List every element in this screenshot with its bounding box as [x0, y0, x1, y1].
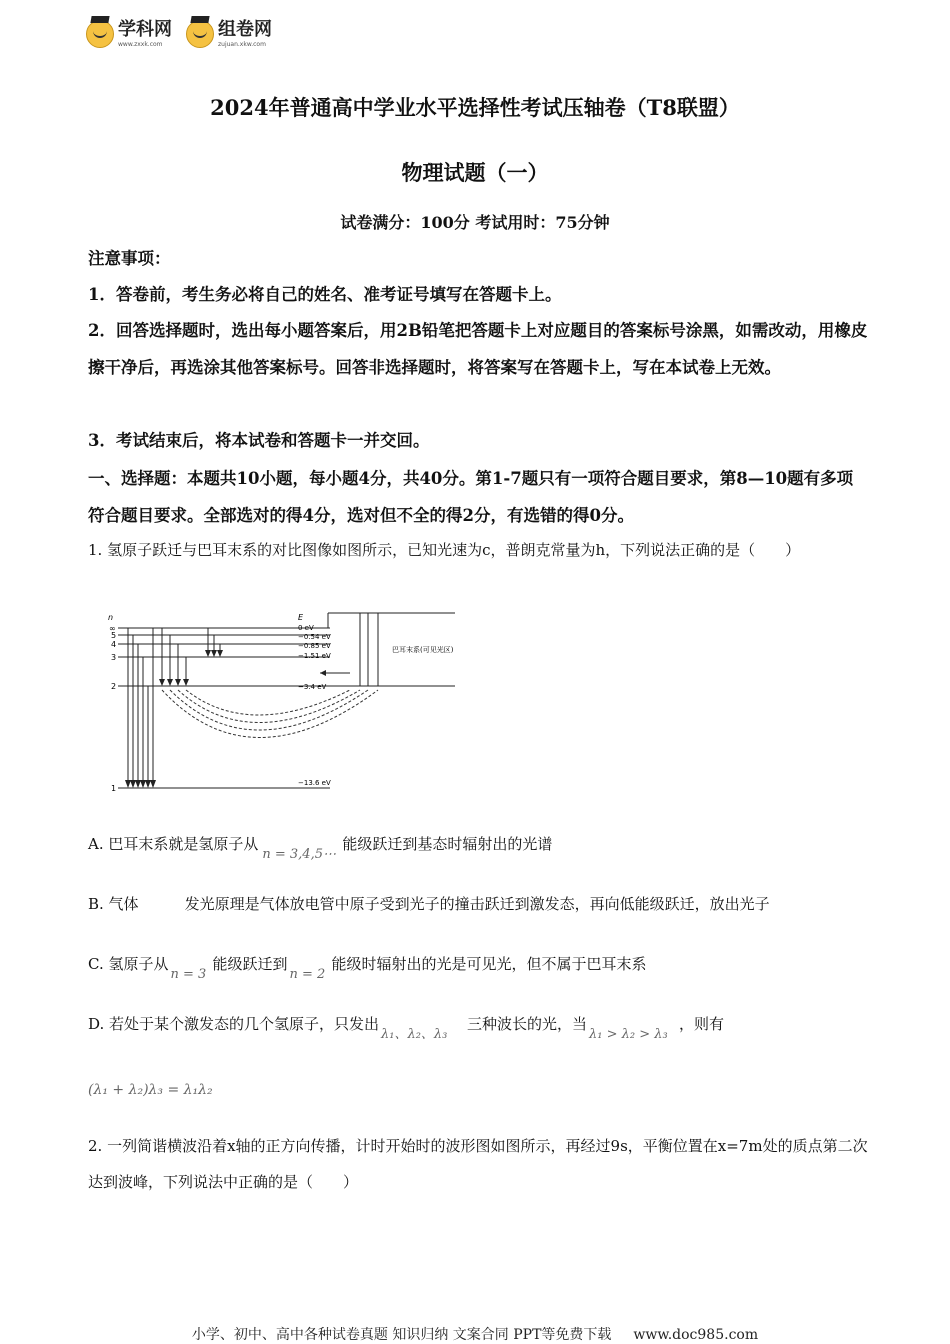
- page-title: 2024年普通高中学业水平选择性考试压轴卷（T8联盟）: [210, 95, 740, 120]
- level-energy: −0.54 eV: [298, 633, 331, 641]
- notice-item: 3．考试结束后，将本试卷和答题卡一并交回。: [88, 431, 430, 450]
- n-axis-label: n: [108, 613, 114, 622]
- e-axis-label: E: [298, 613, 304, 622]
- notice-item: 2．回答选择题时，选出每小题答案后，用2B铅笔把答题卡上对应题目的答案标号涂黑，如需改动，用橡皮擦干净后，再选涂其他答案标号。回答非选择题时，将答案写在答题卡上，写在本试卷上无效。: [88, 321, 868, 377]
- footer-text: 小学、初中、高中各种试卷真题 知识归纳 文案合同 PPT等免费下载: [191, 1327, 612, 1343]
- logo-zujuan[interactable]: [186, 20, 272, 48]
- balmer-label: 巴耳末系(可见光区): [392, 646, 454, 654]
- level-n: 5: [111, 631, 117, 640]
- option-d-formula: (λ₁ + λ₂)λ₃ = λ₁λ₂: [88, 1082, 213, 1098]
- question-2-stem: 2. 一列简谐横波沿着x轴的正方向传播，计时开始时的波形图如图所示，再经过9s，平衡位置在x=7m处的质点第二次达到波峰，下列说法中正确的是（ ）: [88, 1137, 868, 1191]
- formula: n = 3: [170, 967, 207, 982]
- option-a[interactable]: [88, 826, 868, 862]
- option-c-text: 能级跃迁到: [212, 955, 288, 973]
- option-d[interactable]: [88, 1006, 868, 1042]
- logo-zxxk[interactable]: [86, 20, 172, 48]
- level-energy: −13.6 eV: [298, 779, 331, 787]
- option-c-text: 能级时辐射出的光是可见光，但不属于巴耳末系: [331, 955, 647, 973]
- footer-url[interactable]: www.doc985.com: [633, 1327, 759, 1343]
- mascot-icon: [186, 20, 214, 48]
- logo-name: 组卷网: [218, 18, 272, 40]
- option-b-text: B. 气体: [88, 895, 139, 913]
- formula: λ₁、λ₂、λ₃: [381, 1027, 448, 1042]
- logo-url: zujuan.xkw.com: [218, 40, 266, 48]
- page-subtitle: 物理试题（一）: [401, 160, 549, 185]
- formula: n = 2: [289, 967, 326, 982]
- option-c-text: C. 氢原子从: [88, 955, 169, 973]
- level-energy: −1.51 eV: [298, 652, 331, 660]
- option-d-text: ，则有: [679, 1015, 725, 1033]
- option-a-text: A. 巴耳末系就是氢原子从: [88, 835, 259, 853]
- level-n: 3: [111, 653, 117, 662]
- exam-info: 试卷满分：100分 考试用时：75分钟: [340, 213, 610, 232]
- option-c[interactable]: [88, 946, 868, 982]
- notice-item: 1．答卷前，考生务必将自己的姓名、准考证号填写在答题卡上。: [88, 285, 562, 304]
- level-n: 1: [111, 784, 117, 793]
- logo-url: www.zxxk.com: [118, 40, 163, 48]
- level-energy: −3.4 eV: [298, 683, 327, 691]
- formula: λ₁ > λ₂ > λ₃: [589, 1027, 668, 1042]
- level-n: 4: [111, 640, 117, 649]
- option-d-text: 三种波长的光，当: [467, 1015, 588, 1033]
- footer: [0, 1324, 950, 1344]
- level-energy: 0 eV: [298, 624, 314, 632]
- formula: n = 3,4,5⋯: [262, 847, 336, 862]
- mascot-icon: [86, 20, 114, 48]
- energy-level-diagram: [100, 610, 470, 795]
- section-heading: 一、选择题：本题共10小题，每小题4分，共40分。第1-7题只有一项符合题目要求，第8—10题有多项符合题目要求。全部选对的得4分，选对但不全的得2分，有选错的得0分。: [88, 469, 854, 525]
- option-a-text: 能级跃迁到基态时辐射出的光谱: [342, 835, 553, 853]
- option-b-text: 发光原理是气体放电管中原子受到光子的撞击跃迁到激发态，再向低能级跃迁，放出光子: [184, 895, 770, 913]
- option-d-text: D. 若处于某个激发态的几个氢原子，只发出: [88, 1015, 380, 1033]
- logo-name: 学科网: [118, 18, 172, 40]
- question-1-stem: 1. 氢原子跃迁与巴耳末系的对比图像如图所示，已知光速为c，普朗克常量为h，下列说法正确的是（ ）: [88, 541, 801, 559]
- notice-heading: 注意事项：: [88, 249, 171, 268]
- option-b[interactable]: [88, 886, 868, 922]
- header-logos: [86, 14, 272, 54]
- level-energy: −0.85 eV: [298, 642, 331, 650]
- level-n: ∞: [109, 624, 116, 633]
- level-n: 2: [111, 682, 117, 691]
